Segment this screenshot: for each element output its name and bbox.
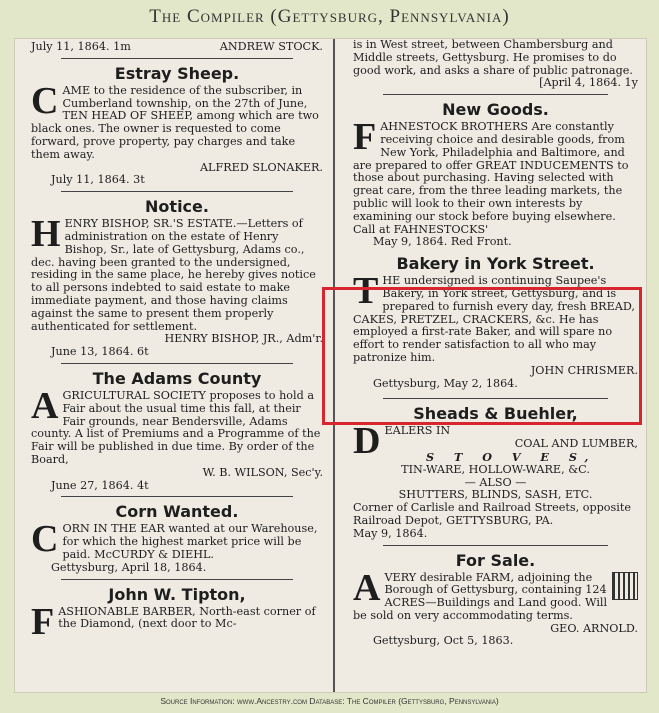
ad-line: SHUTTERS, BLINDS, SASH, ETC. [398,488,593,502]
drop-cap: T [353,270,379,313]
drop-cap: H [31,213,61,256]
ad-date: Gettysburg, May 2, 1864. [373,376,518,390]
ad-heading: Corn Wanted. [115,502,239,522]
source-footer: Source Information: www.Ancestry.com Database: The Compiler (Gettysburg, Pennsylvania) [160,696,499,706]
ad-heading: The Adams County [92,368,262,388]
drop-cap: F [353,116,377,159]
ad-body: ASHIONABLE BARBER, North-east corner of the Diamond, (next door to Mc- [58,604,316,631]
ad-line: S T O V E S, [426,449,597,464]
ad-date: June 13, 1864. 6t [51,345,149,359]
ad-line: COAL AND LUMBER, [514,437,638,451]
ad-line: EALERS IN [384,424,451,438]
ad-body: ENRY BISHOP, SR.'S ESTATE.—Letters of administration on the estate of Henry Bishop, Sr., late of Gettysburg, Adams co., dec. having been granted to the undersigned, residing in the same place, he hereby gives notice to all persons indebted to said estate to make immediate payment, and those having claims against the same to present them properly authenticated for settlement. [31,217,316,333]
drop-cap: C [31,518,59,561]
divider [383,545,608,546]
ad-date: May 9, 1864. [353,526,428,540]
ad-date: [April 4, 1864. 1y [539,76,638,90]
ad-line: TIN-WARE, HOLLOW-WARE, &C. [401,462,590,476]
ad-heading: Estray Sheep. [114,63,240,83]
divider [61,579,293,580]
ad-signature: GEO. ARNOLD. [550,621,638,635]
ad-body: AHNESTOCK BROTHERS Are constantly receiving choice and desirable goods, from New York, Philadelphia and Baltimore, and are prepared to offer GREAT INDUCEMENTS to those about purchasing. Having selected with great care, from the three leading markets, the public will look to their own interests by examining our stock before buying elsewhere. Call at FAHNESTOCKS' [353,120,629,236]
ad-body: Corner of Carlisle and Railroad Streets, opposite Railroad Depot, GETTYSBURG, PA. [353,501,631,527]
drop-cap: A [353,566,381,609]
ad-heading: New Goods. [442,100,549,120]
top-notice-signature: ANDREW STOCK. [219,40,323,53]
ad-signature: HENRY BISHOP, JR., Adm'r. [164,332,323,346]
new-goods-ad [353,100,638,249]
drop-cap: D [353,420,381,463]
divider [61,191,293,192]
ad-body: ORN IN THE EAR wanted at our Warehouse, for which the highest market price will be paid. McCURDY & DIEHL. [62,522,318,561]
ad-body: AME to the residence of the subscriber, in Cumberland township, on the 27th of June, TEN HEAD OF SHEEP, among which are two black ones. The owner is requested to come forward, prove property, pay charges and take them away. [31,83,319,161]
ad-body: VERY desirable FARM, adjoining the Borough of Gettysburg, containing 124 ACRES—Buildings and Land good. Will be sold on very accommodating terms. [353,570,608,622]
notice-ad [31,197,323,359]
house-illustration-icon [612,572,638,600]
top-continued-ad [353,39,638,90]
left-column [15,39,333,693]
tipton-ad [31,584,323,643]
for-sale-ad [353,551,638,649]
top-notice-date: July 11, 1864. 1m [31,40,131,53]
ad-heading: Bakery in York Street. [396,254,595,274]
drop-cap: A [31,384,59,427]
ad-signature: ALFRED SLONAKER. [199,160,323,174]
drop-cap: C [31,79,59,122]
estray-sheep-ad [31,64,323,187]
top-notice [31,41,323,54]
ad-signature: W. B. WILSON, Sec'y. [202,465,323,479]
adams-county-ad [31,369,323,492]
corn-wanted-ad [31,502,323,574]
ad-date: May 9, 1864. Red Front. [373,235,512,249]
ad-date: June 27, 1864. 4t [51,478,149,492]
drop-cap: F [31,600,55,643]
ad-body: GRICULTURAL SOCIETY proposes to hold a Fair about the usual time this fall, at their Fair grounds, near Bendersville, Adams county. A list of Premiums and a Programme of the Fair will be published in due time. By order of the Board, [31,388,321,466]
ad-heading: John W. Tipton, [108,584,246,604]
bakery-highlight-box [322,287,642,425]
ad-date: Gettysburg, April 18, 1864. [51,560,207,574]
ad-line: — ALSO — [464,475,527,489]
ad-heading: For Sale. [455,550,536,570]
ad-heading: Notice. [145,197,209,217]
ad-body: is in West street, between Chambersburg and Middle streets, Gettysburg. He promises to do good work, and asks a share of public patronage. [353,39,633,77]
page-header-title: The Compiler (Gettysburg, Pennsylvania) [149,6,510,27]
ad-signature: JOHN CHRISMER. [530,363,638,377]
ad-date: Gettysburg, Oct 5, 1863. [373,634,514,648]
divider [61,58,293,59]
ad-body: HE undersigned is continuing Saupee's Bakery, in York street, Gettysburg, and is prepared to furnish every day, fresh BREAD, CAKES, PRETZEL, CRACKERS, &c. He has employed a first-rate Baker, and will spare no effort to render satisfaction to all who may patronize him. [353,274,635,364]
divider [61,363,293,364]
divider [61,496,293,497]
ad-heading: Sheads & Buehler, [413,404,578,424]
ad-date: July 11, 1864. 3t [51,173,145,187]
divider [383,94,608,95]
